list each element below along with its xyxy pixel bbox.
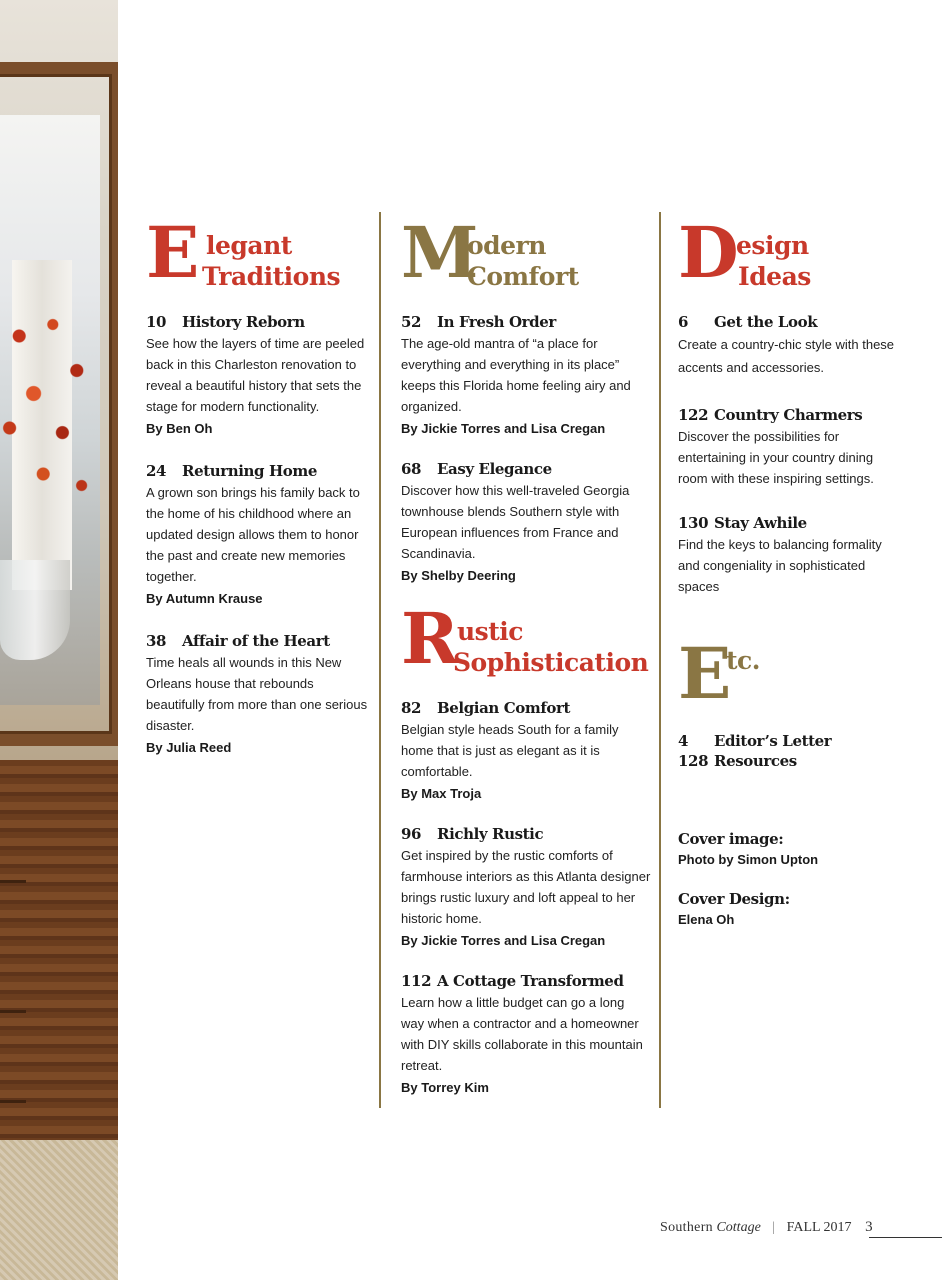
article-title: Easy Elegance	[437, 460, 552, 478]
article-title: Resources	[714, 752, 797, 770]
column-modern-rustic	[401, 211, 651, 1118]
article-title: Returning Home	[182, 462, 317, 480]
article-byline: By Julia Reed	[146, 740, 232, 755]
drawer-line	[0, 880, 26, 883]
article-byline: By Ben Oh	[146, 421, 213, 436]
page-number: 38	[146, 632, 167, 650]
footer-separator: |	[772, 1220, 776, 1235]
article-description: Discover how this well-traveled Georgia townhouse blends Southern style with European influences from France and Scandinavia.	[401, 483, 630, 561]
page-number: 130	[678, 514, 709, 532]
cover-photo-strip	[0, 0, 118, 1280]
section-title-elegant-traditions	[146, 211, 374, 294]
drop-cap: R	[401, 597, 460, 680]
page-number: 24	[146, 462, 167, 480]
article-title: Stay Awhile	[714, 514, 807, 532]
toc-entry[interactable]	[401, 312, 651, 439]
page-number: 68	[401, 460, 422, 478]
cover-design-label: Cover Design:	[678, 890, 790, 908]
article-description: Get inspired by the rustic comforts of farmhouse interiors as this Atlanta designer brings rustic luxury and loft appeal to her historic home.	[401, 848, 651, 926]
toc-entry[interactable]	[401, 824, 651, 951]
article-byline: By Autumn Krause	[146, 591, 263, 606]
article-description: Learn how a little budget can go a long way when a contractor and a homeowner with DIY skills collaborate in this mountain retreat.	[401, 995, 643, 1073]
rustic-sophistication-section	[401, 597, 651, 1098]
page-number: 4	[678, 732, 689, 750]
title-line-1: ustic	[457, 617, 524, 646]
footer-rule	[869, 1237, 942, 1238]
column-divider	[379, 212, 381, 1108]
page-number: 3	[865, 1219, 873, 1235]
article-description: Discover the possibilities for entertaining in your country dining room with these inspiring settings.	[678, 429, 874, 486]
article-byline: By Max Troja	[401, 786, 482, 801]
toc-entry[interactable]	[678, 513, 903, 597]
article-byline: By Shelby Deering	[401, 568, 516, 583]
drop-cap: E	[146, 211, 200, 294]
section-title-modern-comfort	[401, 211, 651, 294]
title-line-2: Traditions	[202, 262, 341, 291]
toc-entry[interactable]	[146, 312, 374, 439]
drop-cap: D	[678, 211, 739, 294]
magazine-name: Southern	[660, 1220, 713, 1235]
wooden-dresser	[0, 760, 118, 1170]
article-description: Time heals all wounds in this New Orleans house that rebounds beautifully from more than one serious disaster.	[146, 655, 368, 733]
column-design-ideas	[678, 211, 903, 949]
article-description: Create a country-chic style with these accents and accessories.	[678, 337, 895, 375]
title-line-1: esign	[736, 231, 809, 260]
cover-image-credit: Photo by Simon Upton	[678, 852, 819, 867]
toc-entry[interactable]	[401, 971, 651, 1098]
etc-section	[678, 632, 903, 931]
toc-entry[interactable]	[678, 731, 903, 751]
page-number: 122	[678, 406, 709, 424]
cover-image-label: Cover image:	[678, 830, 784, 848]
article-title: Editor’s Letter	[714, 732, 832, 750]
section-title-etc	[678, 632, 903, 715]
column-elegant-traditions	[146, 211, 374, 780]
page-footer	[660, 1219, 942, 1241]
title-line-2: Comfort	[467, 262, 579, 291]
article-byline: By Torrey Kim	[401, 1080, 489, 1095]
article-title: In Fresh Order	[437, 313, 556, 331]
article-title: Richly Rustic	[437, 825, 544, 843]
title-line-1: tc.	[726, 646, 760, 675]
title-line-2: Sophistication	[453, 648, 649, 677]
title-line-2: Ideas	[738, 262, 811, 291]
article-description: A grown son brings his family back to the home of his childhood where an updated design allows them to honor the past and create new memories together.	[146, 485, 360, 584]
drop-cap: M	[401, 211, 479, 294]
toc-entry[interactable]	[678, 751, 903, 771]
toc-entry[interactable]	[401, 698, 651, 804]
page-number: 128	[678, 752, 709, 770]
article-byline: By Jickie Torres and Lisa Cregan	[401, 421, 606, 436]
page-number: 96	[401, 825, 422, 843]
title-line-1: odern	[467, 231, 546, 260]
cover-design-credit: Elena Oh	[678, 912, 735, 927]
toc-entry[interactable]	[401, 459, 651, 586]
sisal-floor	[0, 1140, 118, 1280]
issue-label: FALL 2017	[786, 1220, 852, 1235]
toc-entry[interactable]	[146, 461, 374, 609]
glass-vase	[0, 560, 70, 660]
page-number: 6	[678, 313, 689, 331]
berry-branches	[0, 290, 96, 520]
article-title: Country Charmers	[714, 406, 863, 424]
article-byline: By Jickie Torres and Lisa Cregan	[401, 933, 606, 948]
section-title-design-ideas	[678, 211, 903, 294]
article-title: Get the Look	[714, 313, 818, 331]
article-title: History Reborn	[182, 313, 305, 331]
page-number: 52	[401, 313, 422, 331]
column-divider	[659, 212, 661, 1108]
drawer-line	[0, 1010, 26, 1013]
toc-entry[interactable]	[678, 405, 903, 489]
article-title: Belgian Comfort	[437, 699, 571, 717]
toc-entry[interactable]	[678, 312, 903, 379]
title-line-1: legant	[206, 231, 292, 260]
magazine-name-italic: Cottage	[716, 1220, 761, 1235]
article-description: Belgian style heads South for a family home that is just as elegant as it is comfortable.	[401, 722, 619, 779]
page-number: 112	[401, 972, 432, 990]
page-number: 10	[146, 313, 167, 331]
cover-credits	[678, 829, 903, 931]
section-title-rustic-sophistication	[401, 597, 651, 680]
drop-cap: E	[678, 632, 732, 715]
drawer-line	[0, 1100, 26, 1103]
article-description: See how the layers of time are peeled back in this Charleston renovation to reveal a beautiful history that sets the stage for modern functionality.	[146, 336, 365, 414]
page-number: 82	[401, 699, 422, 717]
toc-entry[interactable]	[146, 631, 374, 758]
article-description: Find the keys to balancing formality and congeniality in sophisticated spaces	[678, 537, 882, 594]
article-title: A Cottage Transformed	[437, 972, 624, 990]
article-title: Affair of the Heart	[182, 632, 330, 650]
article-description: The age-old mantra of “a place for everything and everything in its place” keeps this Florida home feeling airy and organized.	[401, 336, 631, 414]
